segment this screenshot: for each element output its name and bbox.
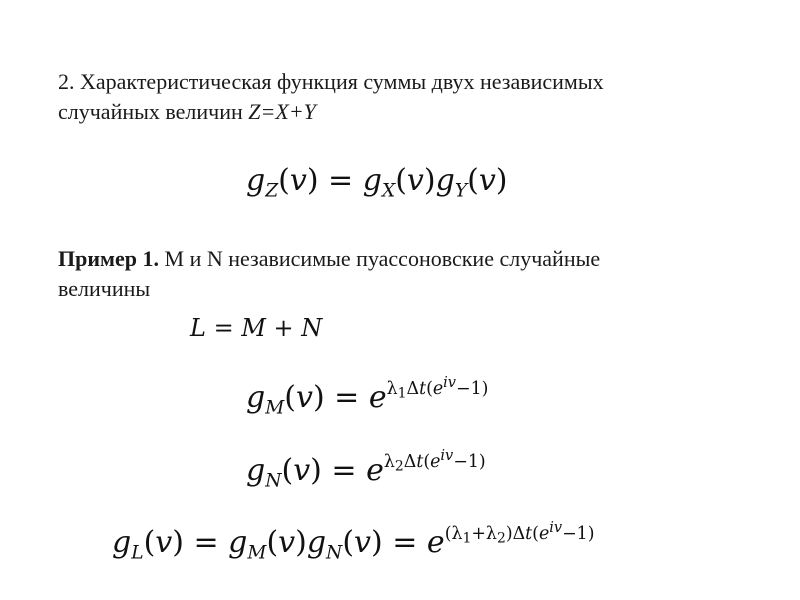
section-heading [58,67,604,127]
equation-gl: $g_L(v) = g_M(v)g_N(v) = e^{(\lambda_1+\lambda_2)\Delta t(e^{iv}-1)}$ [112,520,595,564]
example-line-2: величины [58,276,151,301]
heading-line-2-text: случайных величин [58,99,243,124]
example-label: Пример 1. [58,246,160,271]
example-line-1-text: M и N независимые пуассоновские случайные [159,246,601,271]
example-line-1 [58,244,600,274]
equation-l-sum: L = M + N [190,314,323,342]
equation-gm: $g_M(v) = e^{\lambda_1\Delta t(e^{iv}-1)}$ [246,375,489,419]
heading-line-1: 2. Характеристическая функция суммы двух независимых [58,69,604,94]
heading-line-2 [58,97,604,127]
heading-inline-formula: Z=X+Y [248,99,316,124]
equation-gn: $g_N(v) = e^{\lambda_2\Delta t(e^{iv}-1)}$ [246,448,486,492]
equation-gz-product: $g_Z(v) = g_X(v)g_Y(v)$ [246,163,508,202]
example-paragraph [58,244,600,304]
